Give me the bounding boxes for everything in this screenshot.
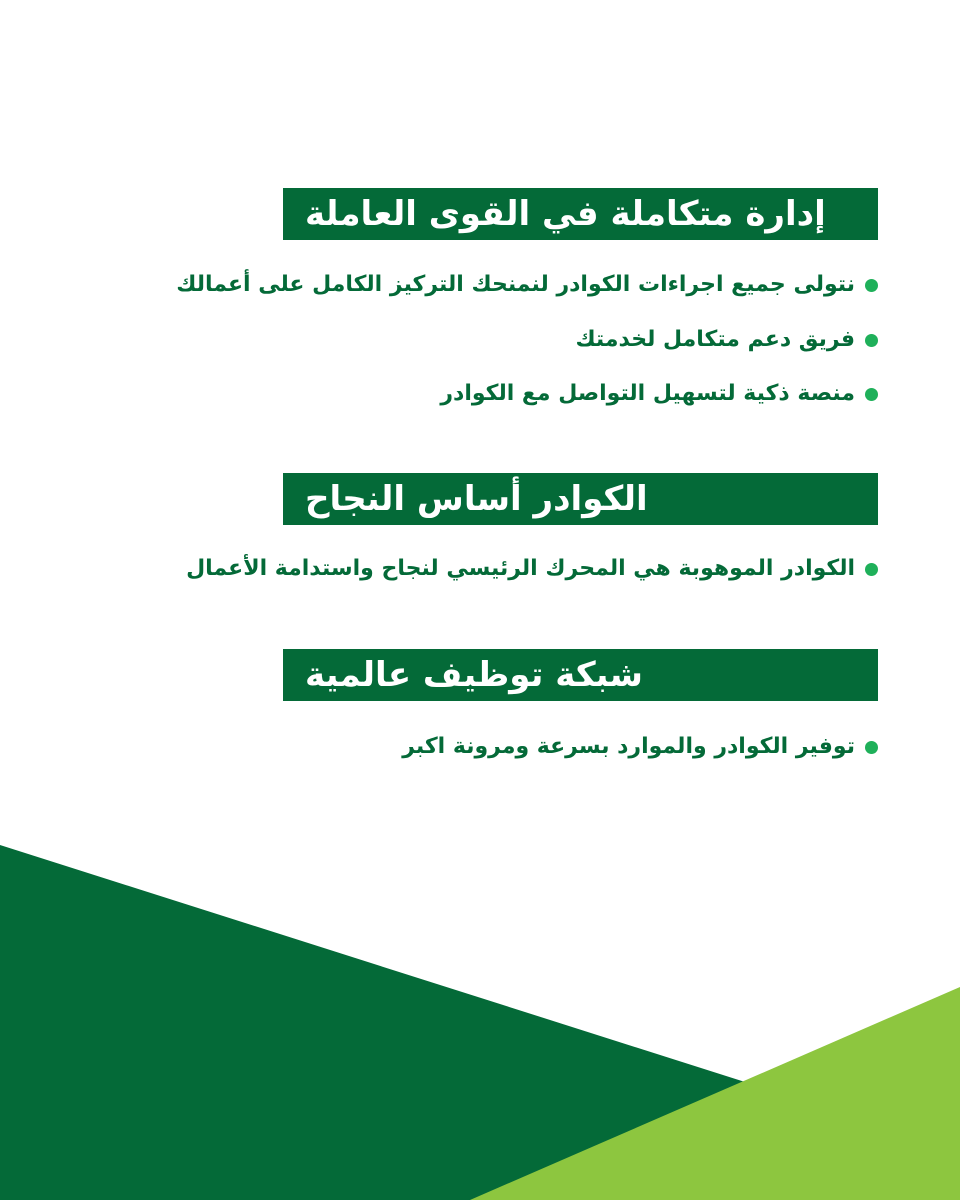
bullet-dot-icon	[865, 563, 878, 576]
bullet-dot-icon	[865, 334, 878, 347]
bullet-text: الكوادر الموهوبة هي المحرك الرئيسي لنجاح واستدامة الأعمال	[186, 556, 855, 581]
bullet-dot-icon	[865, 388, 878, 401]
bullet-text: منصة ذكية لتسهيل التواصل مع الكوادر	[440, 381, 855, 406]
bullet-item	[402, 727, 878, 767]
section-title-workforce	[283, 188, 878, 240]
bullet-item	[575, 320, 878, 360]
section-title-text: الكوادر أساس النجاح	[305, 479, 648, 519]
bullet-text: فريق دعم متكامل لخدمتك	[575, 327, 855, 352]
bullet-dot-icon	[865, 741, 878, 754]
bullet-dot-icon	[865, 279, 878, 292]
section-title-text: إدارة متكاملة في القوى العاملة	[305, 194, 826, 234]
bullet-item	[176, 265, 878, 305]
bullet-text: توفير الكوادر والموارد بسرعة ومرونة اكبر	[402, 734, 855, 759]
bullet-text: نتولى جميع اجراءات الكوادر لنمنحك التركيز الكامل على أعمالك	[176, 272, 855, 297]
section-title-text: شبكة توظيف عالمية	[305, 655, 643, 695]
bullet-item	[440, 374, 878, 414]
section-title-talent	[283, 473, 878, 525]
bullet-item	[186, 549, 878, 589]
section-title-global-network	[283, 649, 878, 701]
